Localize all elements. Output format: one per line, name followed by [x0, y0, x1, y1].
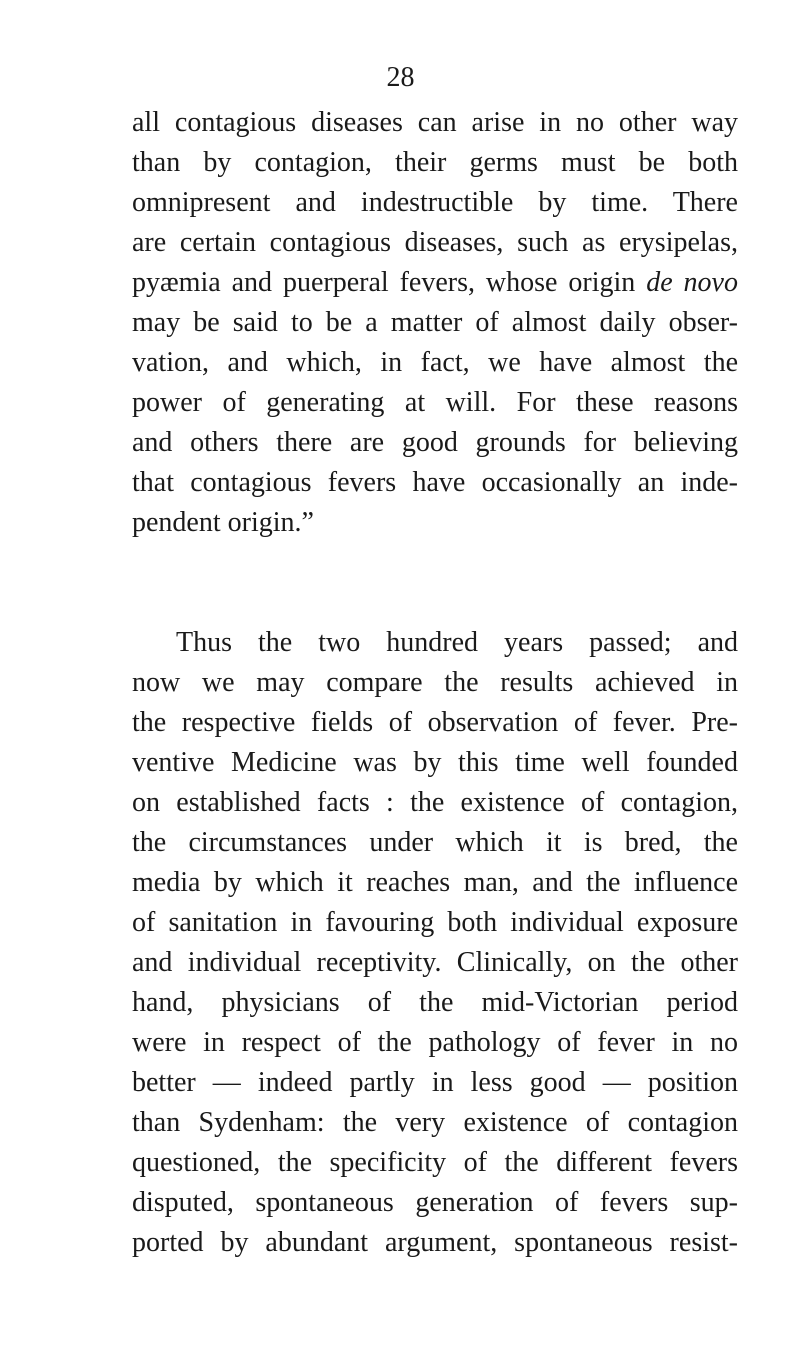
text-line-with-italic — [132, 263, 738, 303]
text-line: vation, and which, in fact, we have almost the — [132, 347, 738, 378]
paragraph-thus — [132, 623, 738, 1263]
text-line: all contagious diseases can arise in no other way — [132, 107, 738, 138]
text-segment: pyæmia and puerperal fevers, whose origin — [132, 267, 647, 298]
text-line: hand, physicians of the mid-Victorian period — [132, 987, 738, 1018]
page-number: 28 — [386, 62, 415, 93]
text-line: disputed, spontaneous generation of fevers sup- — [132, 1187, 738, 1218]
text-line: media by which it reaches man, and the influence — [132, 867, 738, 898]
text-line: are certain contagious diseases, such as erysipelas, — [132, 227, 738, 258]
text-line: power of generating at will. For these reasons — [132, 387, 738, 418]
text-line: the circumstances under which it is bred, the — [132, 827, 738, 858]
text-line: questioned, the specificity of the different fevers — [132, 1147, 738, 1178]
text-line: that contagious fevers have occasionally an inde- — [132, 467, 738, 498]
text-line: of sanitation in favouring both individual exposure — [132, 907, 738, 938]
paragraph-continuation — [132, 103, 738, 543]
text-line: than Sydenham: the very existence of contagion — [132, 1107, 738, 1138]
text-line: on established facts : the existence of contagion, — [132, 787, 738, 818]
text-line: were in respect of the pathology of fever in no — [132, 1027, 738, 1058]
text-line: the respective fields of observation of fever. Pre- — [132, 707, 738, 738]
text-line: Thus the two hundred years passed; and — [176, 627, 738, 658]
text-line: now we may compare the results achieved in — [132, 667, 738, 698]
text-line: pendent origin.” — [132, 507, 314, 538]
text-line: and individual receptivity. Clinically, on the other — [132, 947, 738, 978]
italic-phrase: de novo — [646, 267, 738, 298]
text-line: better — indeed partly in less good — position — [132, 1067, 738, 1098]
text-line: ported by abundant argument, spontaneous resist- — [132, 1227, 738, 1258]
text-line: may be said to be a matter of almost daily obser- — [132, 307, 738, 338]
text-line: and others there are good grounds for believing — [132, 427, 738, 458]
text-line: ventive Medicine was by this time well founded — [132, 747, 738, 778]
text-line: than by contagion, their germs must be both — [132, 147, 738, 178]
text-line: omnipresent and indestructible by time. There — [132, 187, 738, 218]
